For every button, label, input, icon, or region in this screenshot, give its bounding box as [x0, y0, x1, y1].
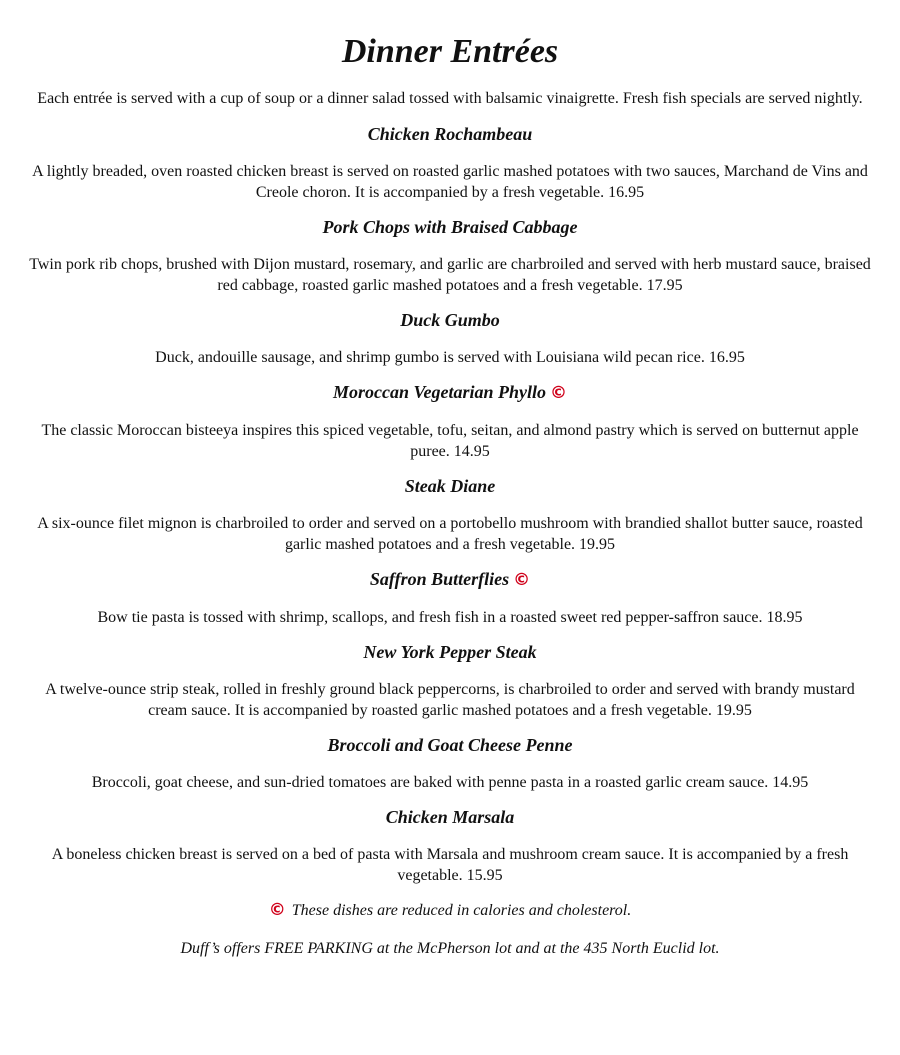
entree-name — [26, 568, 874, 591]
entree-name — [26, 806, 874, 828]
parking-note: Duff’s offers FREE PARKING at the McPherson lot and at the 435 North Euclid lot. — [180, 940, 720, 957]
entree-description: Duck, andouille sausage, and shrimp gumbo is served with Louisiana wild pecan rice. 16.95 — [155, 349, 745, 366]
entree-name — [26, 734, 874, 756]
entree-item — [26, 734, 874, 793]
entree-name-text: Chicken Rochambeau — [367, 124, 533, 144]
entree-description: A boneless chicken breast is served on a bed of pasta with Marsala and mushroom cream sauce. It is accompanied by a fresh vegetable. 15.95 — [51, 846, 849, 884]
entree-name-text: Pork Chops with Braised Cabbage — [322, 217, 578, 237]
page-title: Dinner Entrées — [341, 33, 559, 70]
entree-description: A lightly breaded, oven roasted chicken breast is served on roasted garlic mashed potatoes with two sauces, Marchand de Vins and Creole choron. It is accompanied by a fresh vegetable. 16.95 — [32, 163, 868, 201]
footnote-text: These dishes are reduced in calories and cholesterol. — [291, 902, 632, 919]
entree-name — [26, 123, 874, 145]
entree-list — [26, 123, 874, 886]
entree-name — [26, 381, 874, 404]
entree-name — [26, 475, 874, 497]
entree-description: A six-ounce filet mignon is charbroiled to order and served on a portobello mushroom with brandied shallot butter sauce, roasted garlic mashed potatoes and a fresh vegetable. 19.95 — [37, 515, 863, 553]
entree-name — [26, 309, 874, 331]
entree-item — [26, 806, 874, 886]
heart-healthy-icon: © — [550, 383, 567, 403]
entree-description: The classic Moroccan bisteeya inspires this spiced vegetable, tofu, seitan, and almond pastry which is served on butternut apple puree. 14.95 — [41, 422, 859, 460]
entree-description: Broccoli, goat cheese, and sun-dried tomatoes are baked with penne pasta in a roasted garlic cream sauce. 14.95 — [91, 774, 809, 791]
entree-item — [26, 381, 874, 462]
entree-name-text: Steak Diane — [404, 476, 496, 496]
entree-name-text: Saffron Butterflies — [369, 569, 510, 589]
entree-description: A twelve-ounce strip steak, rolled in freshly ground black peppercorns, is charbroiled to order and served with brandy mustard cream sauce. It is accompanied by roasted garlic mashed potatoes and a fresh vegetable. 19.95 — [45, 681, 855, 719]
entree-name-text: Duck Gumbo — [400, 310, 500, 330]
entree-name — [26, 641, 874, 663]
intro-text: Each entrée is served with a cup of soup or a dinner salad tossed with balsamic vinaigrette. Fresh fish specials are served nightly. — [37, 90, 863, 107]
entree-name-text: Moroccan Vegetarian Phyllo — [332, 382, 546, 402]
heart-healthy-icon: © — [513, 570, 531, 590]
entree-item — [26, 568, 874, 628]
entree-name-text: Broccoli and Goat Cheese Penne — [327, 735, 573, 755]
heart-healthy-icon: © — [268, 900, 286, 920]
entree-item — [26, 475, 874, 555]
entree-description: Bow tie pasta is tossed with shrimp, scallops, and fresh fish in a roasted sweet red pepper-saffron sauce. 18.95 — [97, 609, 803, 626]
entree-item — [26, 641, 874, 721]
entree-item — [26, 309, 874, 368]
entree-name-text: Chicken Marsala — [385, 807, 515, 827]
entree-item — [26, 216, 874, 296]
entree-item — [26, 123, 874, 203]
entree-name-text: New York Pepper Steak — [363, 642, 537, 662]
entree-description: Twin pork rib chops, brushed with Dijon mustard, rosemary, and garlic are charbroiled and served with herb mustard sauce, braised red cabbage, roasted garlic mashed potatoes and a fresh vegetable. 17.95 — [29, 256, 871, 294]
heart-healthy-footnote — [26, 900, 874, 921]
entree-name — [26, 216, 874, 238]
